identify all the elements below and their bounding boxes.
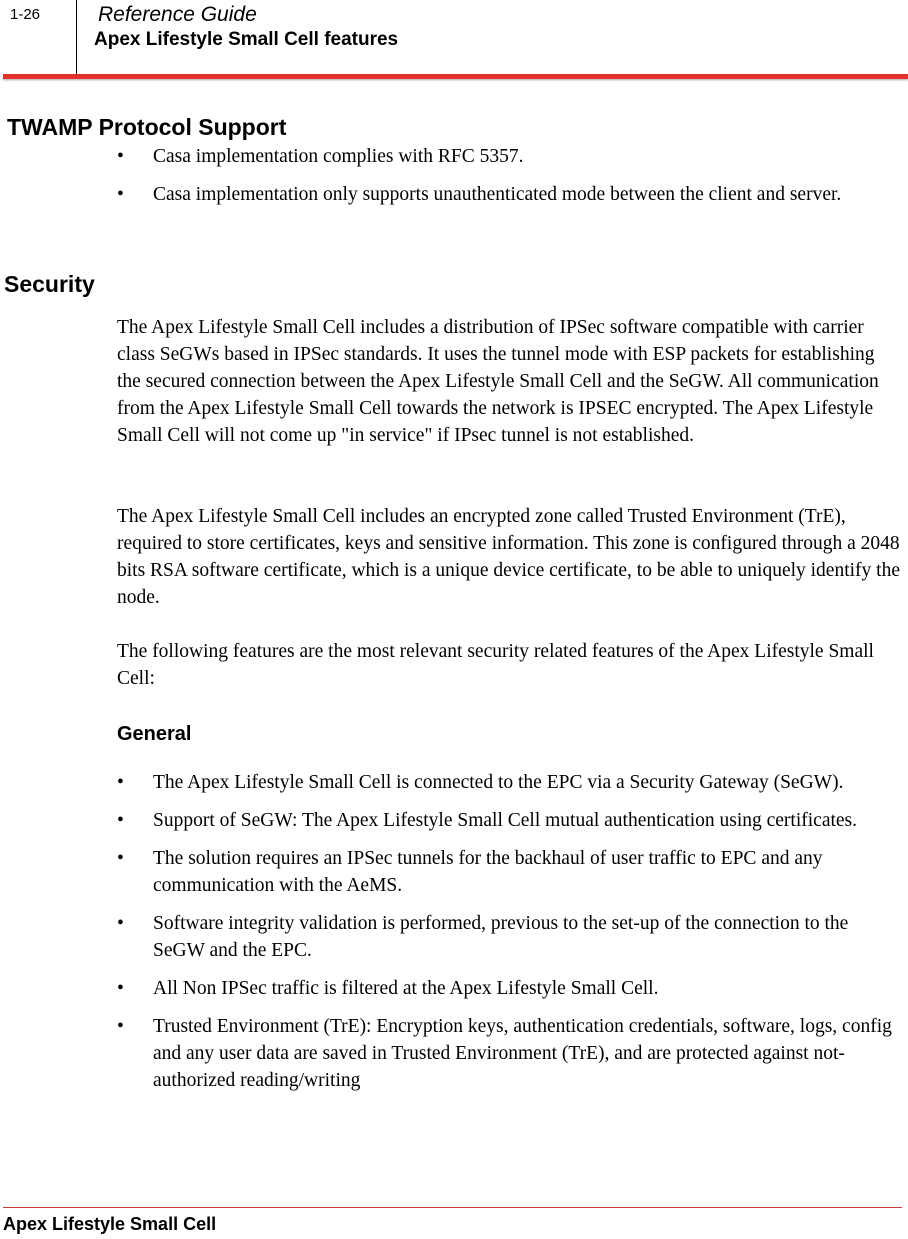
security-paragraph-1: The Apex Lifestyle Small Cell includes a distribution of IPSec software compatible with carrier class SeGWs based in IPSec standards. It uses the tunnel mode with ESP packets for establishing the secured connection between the Apex Lifestyle Small Cell and the SeGW. All communication from the Apex Lifestyle Small Cell towards the network is IPSEC encrypted. The Apex Lifestyle Small Cell will not come up "in service" if IPsec tunnel is not established. — [117, 317, 879, 446]
bullet-icon: • — [117, 146, 124, 167]
bullet-text: Trusted Environment (TrE): Encryption keys, authentication credentials, software, logs, config and any user data are saved in Trusted Environment (TrE), and are protected against not-authorized reading/writing — [153, 1016, 892, 1091]
bullet-icon: • — [117, 978, 124, 999]
bullet-icon: • — [117, 913, 124, 934]
security-heading: Security — [4, 271, 95, 297]
bullet-text: The Apex Lifestyle Small Cell is connected to the EPC via a Security Gateway (SeGW). — [153, 772, 844, 793]
list-item — [117, 143, 903, 170]
page-number: 1-26 — [10, 6, 41, 23]
header-divider — [76, 0, 77, 76]
bullet-text: Casa implementation only supports unauthenticated mode between the client and server. — [153, 184, 842, 205]
bullet-icon: • — [117, 772, 124, 793]
list-item — [117, 181, 903, 208]
footer-rule — [3, 1207, 902, 1208]
list-item — [117, 769, 903, 796]
list-item — [117, 1013, 903, 1094]
bullet-text: Software integrity validation is performed, previous to the set-up of the connection to the SeGW and the EPC. — [153, 913, 849, 961]
twamp-heading: TWAMP Protocol Support — [7, 114, 287, 140]
security-paragraph-3: The following features are the most relevant security related features of the Apex Lifestyle Small Cell: — [117, 641, 874, 689]
security-paragraph-2: The Apex Lifestyle Small Cell includes an encrypted zone called Trusted Environment (TrE), required to store certificates, keys and sensitive information. This zone is configured through a 2048 bits RSA software certificate, which is a unique device certificate, to be able to uniquely identify the node. — [117, 506, 900, 608]
guide-title: Reference Guide — [98, 3, 257, 26]
bullet-text: The solution requires an IPSec tunnels for the backhaul of user traffic to EPC and any communication with the AeMS. — [153, 848, 823, 896]
list-item — [117, 975, 903, 1002]
bullet-icon: • — [117, 810, 124, 831]
chapter-title: Apex Lifestyle Small Cell features — [94, 29, 399, 50]
bullet-text: Support of SeGW: The Apex Lifestyle Small Cell mutual authentication using certificates. — [153, 810, 858, 831]
twamp-bullet-list — [117, 143, 903, 219]
list-item — [117, 910, 903, 964]
bullet-icon: • — [117, 848, 124, 869]
footer-title: Apex Lifestyle Small Cell — [3, 1214, 217, 1234]
bullet-icon: • — [117, 184, 124, 205]
list-item — [117, 807, 903, 834]
header-rule — [3, 74, 908, 79]
list-item — [117, 845, 903, 899]
bullet-text: Casa implementation complies with RFC 5357. — [153, 146, 524, 167]
general-bullet-list — [117, 769, 903, 1105]
general-subheading: General — [117, 723, 192, 745]
bullet-text: All Non IPSec traffic is filtered at the Apex Lifestyle Small Cell. — [153, 978, 659, 999]
bullet-icon: • — [117, 1016, 124, 1037]
